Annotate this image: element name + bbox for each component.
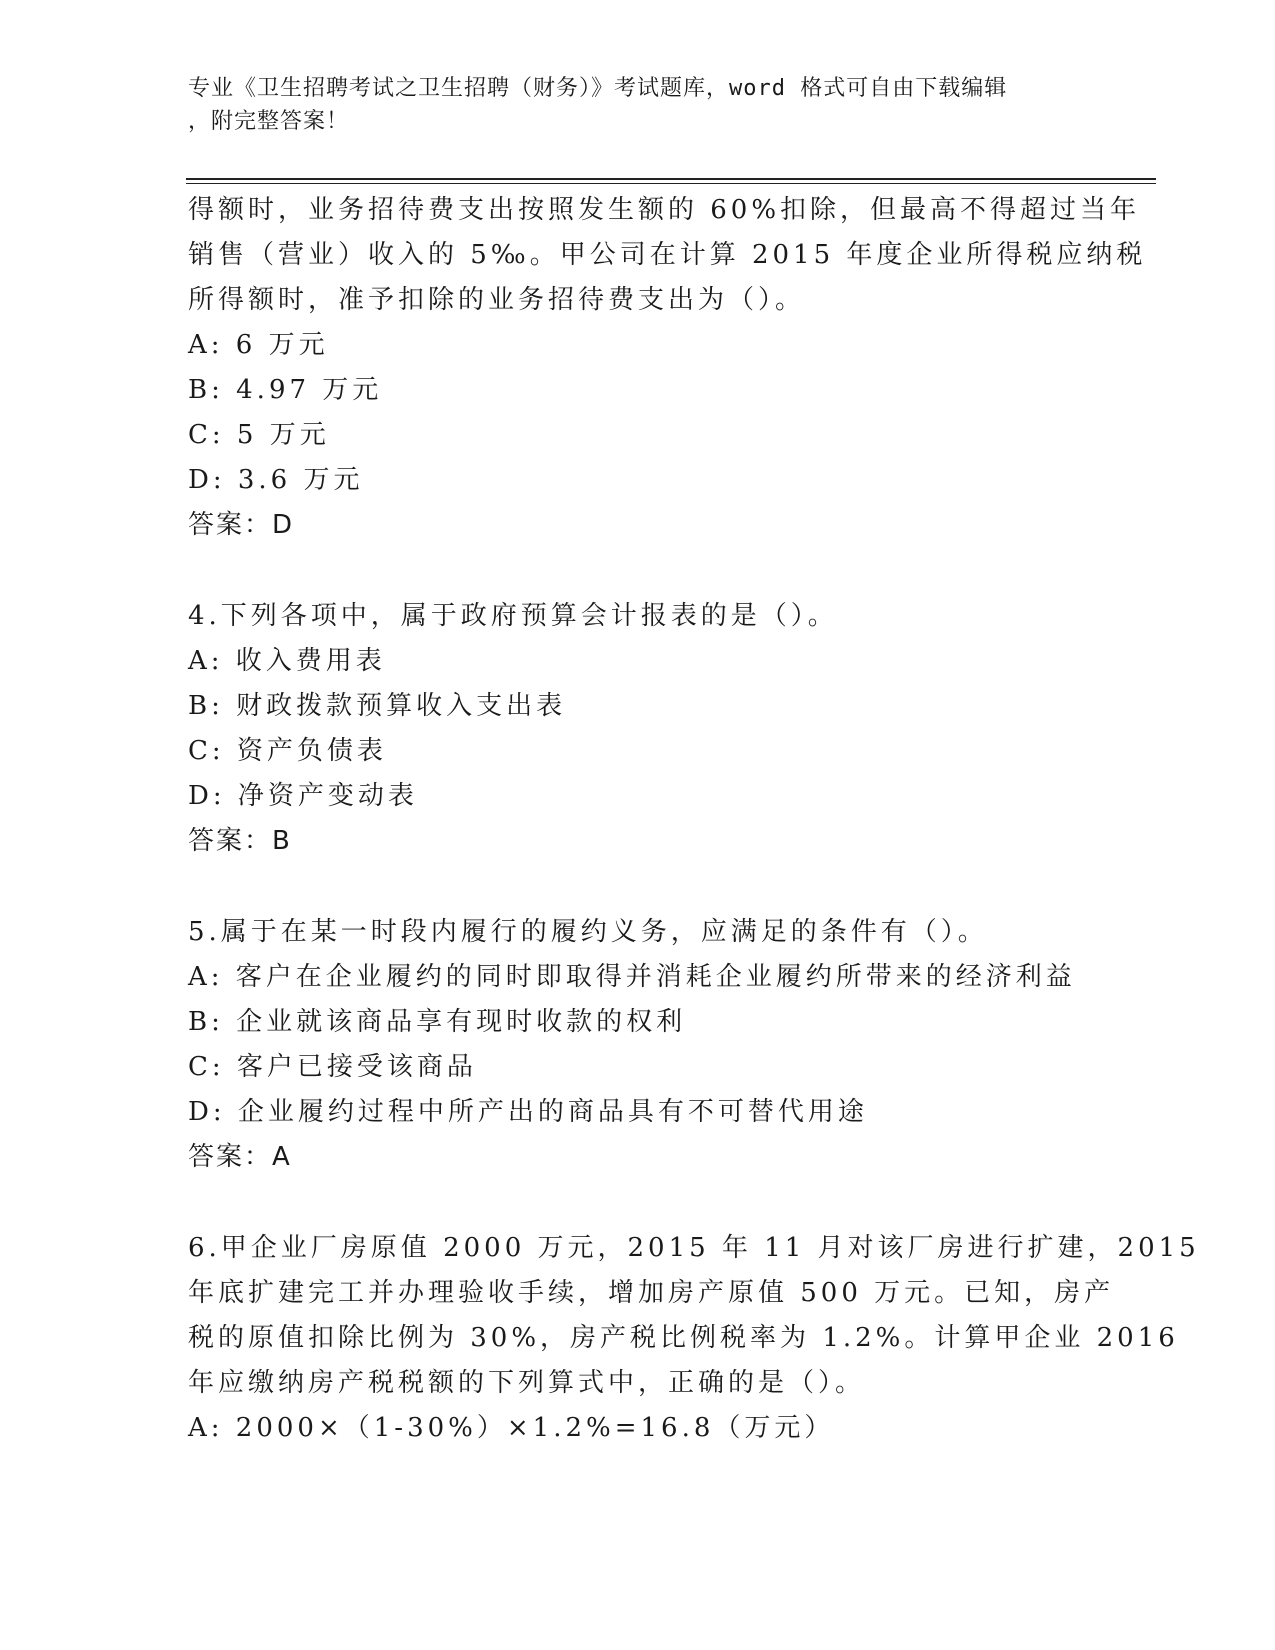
question-3-line-1: 得额时，业务招待费支出按照发生额的 60%扣除，但最高不得超过当年 xyxy=(188,195,1141,225)
question-5-option-b: B: 企业就该商品享有现时收款的权利 xyxy=(188,1007,687,1037)
question-4-option-c: C: 资产负债表 xyxy=(188,736,387,766)
spacer xyxy=(188,548,1088,594)
question-3 xyxy=(188,188,1147,548)
question-3-line-2: 销售（营业）收入的 5‰。甲公司在计算 2015 年度企业所得税应纳税 xyxy=(188,240,1147,270)
header-rule-thin xyxy=(186,183,1156,184)
question-4-option-a: A: 收入费用表 xyxy=(188,646,386,676)
header-line-2: ，附完整答案！ xyxy=(188,109,350,134)
question-5 xyxy=(188,910,1088,1180)
question-3-option-d: D: 3.6 万元 xyxy=(188,465,364,495)
question-5-answer: 答案：A xyxy=(188,1142,292,1172)
question-4 xyxy=(188,594,1088,864)
question-3-line-3: 所得额时，准予扣除的业务招待费支出为（）。 xyxy=(188,285,806,315)
question-6-line-4: 年应缴纳房产税税额的下列算式中，正确的是（）。 xyxy=(188,1368,866,1398)
question-4-option-b: B: 财政拨款预算收入支出表 xyxy=(188,691,567,721)
question-6 xyxy=(188,1226,1200,1451)
question-3-option-a: A: 6 万元 xyxy=(188,330,329,360)
question-4-option-d: D: 净资产变动表 xyxy=(188,781,418,811)
question-5-option-d: D: 企业履约过程中所产出的商品具有不可替代用途 xyxy=(188,1097,868,1127)
spacer xyxy=(188,864,1088,910)
header-line-1: 专业《卫生招聘考试之卫生招聘（财务）》考试题库，word 格式可自由下载编辑 xyxy=(188,76,1008,101)
spacer xyxy=(188,1180,1088,1226)
document-body xyxy=(188,188,1200,1451)
question-6-option-a: A: 2000×（1-30%）×1.2%=16.8（万元） xyxy=(188,1413,835,1443)
question-4-stem: 4.下列各项中，属于政府预算会计报表的是（）。 xyxy=(188,601,838,631)
page-header xyxy=(188,72,1068,138)
question-6-line-3: 税的原值扣除比例为 30%，房产税比例税率为 1.2%。计算甲企业 2016 xyxy=(188,1323,1179,1353)
question-4-answer: 答案：B xyxy=(188,826,292,856)
question-6-line-2: 年底扩建完工并办理验收手续，增加房产原值 500 万元。已知，房产 xyxy=(188,1278,1115,1308)
question-5-option-c: C: 客户已接受该商品 xyxy=(188,1052,477,1082)
question-6-line-1: 6.甲企业厂房原值 2000 万元，2015 年 11 月对该厂房进行扩建，2015 xyxy=(188,1233,1200,1263)
question-5-stem: 5.属于在某一时段内履行的履约义务，应满足的条件有（）。 xyxy=(188,917,988,947)
question-3-option-c: C: 5 万元 xyxy=(188,420,330,450)
question-3-option-b: B: 4.97 万元 xyxy=(188,375,383,405)
question-5-option-a: A: 客户在企业履约的同时即取得并消耗企业履约所带来的经济利益 xyxy=(188,962,1076,992)
question-3-answer: 答案：D xyxy=(188,510,295,540)
header-rule-thick xyxy=(186,178,1156,180)
